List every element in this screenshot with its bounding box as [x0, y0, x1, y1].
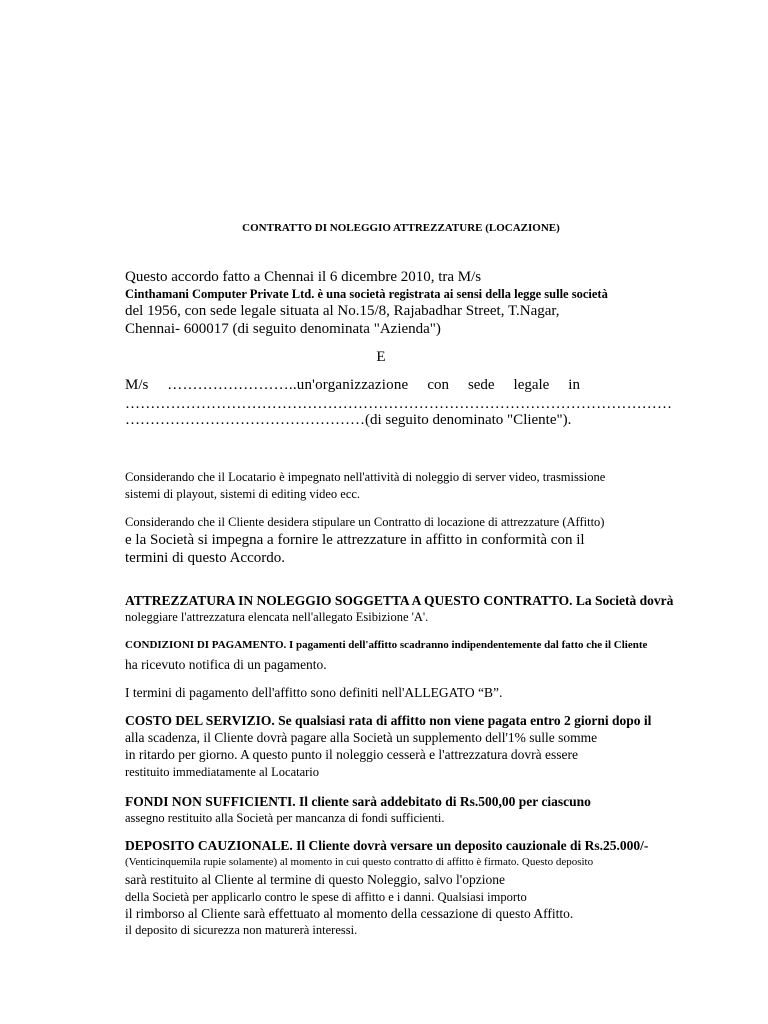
section-cost-line-2: alla scadenza, il Cliente dovrà pagare alla Società un supplemento dell'1% sulle somme — [125, 730, 598, 745]
client-ms-label: M/s — [125, 377, 149, 393]
section-equipment-line-1: ATTREZZATURA IN NOLEGGIO SOGGETTA A QUESTO CONTRATTO. La Società dovrà — [125, 593, 674, 608]
section-cost-line-4: restituito immediatamente al Locatario — [125, 765, 320, 779]
section-deposit-line-2: (Venticinquemila rupie solamente) al momento in cui questo contratto di affitto è firmato. Questo deposito — [125, 856, 594, 868]
section-deposit-line-6: il deposito di sicurezza non maturerà interessi. — [125, 923, 358, 937]
section-deposit-line-4: della Società per applicarlo contro le spese di affitto e i danni. Qualsiasi importo — [125, 890, 527, 904]
considering2-line-1: Considerando che il Cliente desidera stipulare un Contratto di locazione di attrezzature (Affitto) — [125, 515, 605, 529]
section-cost-line-3: in ritardo per giorno. A questo punto il noleggio cesserà e l'attrezzatura dovrà essere — [125, 747, 579, 762]
section-funds-line-1: FONDI NON SUFFICIENTI. Il cliente sarà addebitato di Rs.500,00 per ciascuno — [125, 794, 591, 809]
client-final-line: …………………………………………(di seguito denominato "Cliente"). — [125, 412, 572, 428]
client-word-con: con — [427, 377, 449, 393]
section-payment-line-1: CONDIZIONI DI PAGAMENTO. I pagamenti dell'affitto scadranno indipendentemente dal fatto che il Cliente — [125, 639, 648, 651]
section-deposit-line-5: il rimborso al Cliente sarà effettuato al momento della cessazione di questo Affitto. — [125, 906, 574, 921]
section-equipment-line-2: noleggiare l'attrezzatura elencata nell'allegato Esibizione 'A'. — [125, 610, 429, 624]
client-word-sede: sede — [467, 377, 495, 393]
client-org-dots: ……………………..un'organizzazione — [167, 377, 409, 393]
intro-line-3: del 1956, con sede legale situata al No.15/8, Rajabadhar Street, T.Nagar, — [125, 303, 560, 319]
section-deposit-line-1: DEPOSITO CAUZIONALE. Il Cliente dovrà versare un deposito cauzionale di Rs.25.000/- — [125, 838, 649, 853]
considering2-line-3: termini di questo Accordo. — [125, 550, 285, 566]
intro-line-2: Cinthamani Computer Private Ltd. è una società registrata ai sensi della legge sulle società — [125, 287, 608, 301]
client-name-row — [125, 378, 580, 393]
client-address-dots: ……………………………………………………………………………………………… — [125, 396, 673, 412]
intro-line-1: Questo accordo fatto a Chennai il 6 dicembre 2010, tra M/s — [125, 269, 482, 285]
considering1-line-1: Considerando che il Locatario è impegnato nell'attività di noleggio di server video, trasmissione — [125, 470, 606, 484]
considering1-line-2: sistemi di playout, sistemi di editing video ecc. — [125, 487, 361, 501]
and-separator: E — [376, 349, 386, 365]
section-payment-line-2: ha ricevuto notifica di un pagamento. — [125, 657, 327, 672]
section-cost-line-1: COSTO DEL SERVIZIO. Se qualsiasi rata di affitto non viene pagata entro 2 giorni dopo il — [125, 713, 652, 728]
intro-line-4: Chennai- 600017 (di seguito denominata "Azienda") — [125, 321, 441, 337]
section-deposit-line-3: sarà restituito al Cliente al termine di questo Noleggio, salvo l'opzione — [125, 872, 505, 887]
payment-terms: I termini di pagamento dell'affitto sono definiti nell'ALLEGATO “B”. — [125, 685, 503, 700]
document-title: CONTRATTO DI NOLEGGIO ATTREZZATURE (LOCAZIONE) — [242, 222, 560, 234]
considering2-line-2: e la Società si impegna a fornire le attrezzature in affitto in conformità con il — [125, 532, 585, 548]
section-funds-line-2: assegno restituito alla Società per mancanza di fondi sufficienti. — [125, 811, 445, 825]
client-word-in: in — [568, 377, 580, 393]
client-word-legale: legale — [513, 377, 550, 393]
